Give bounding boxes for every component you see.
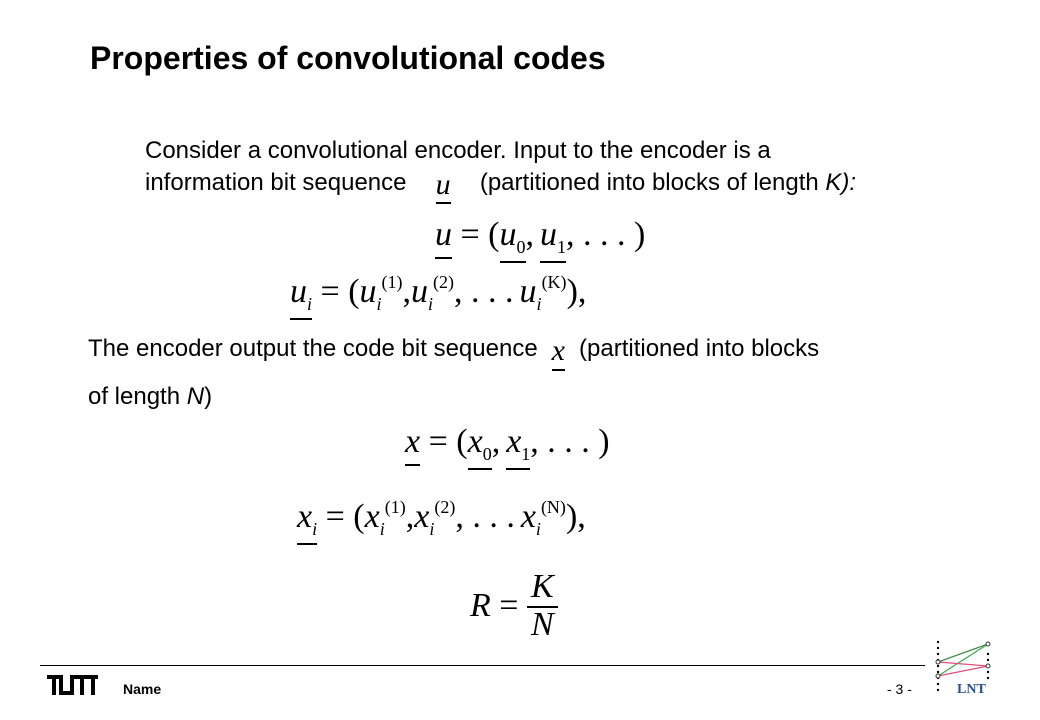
text-span: = ( — [428, 423, 468, 460]
inline-u-symbol — [413, 169, 473, 204]
text-span: , — [402, 273, 412, 310]
equation-x-sequence — [405, 425, 610, 470]
text-span: = ( — [325, 498, 365, 535]
x1-var: $x_1$ — [506, 425, 530, 470]
k-var: K — [825, 169, 842, 196]
numerator-k: K — [527, 570, 558, 608]
u-var: u — [436, 170, 451, 204]
text-span: , . . . — [454, 273, 514, 310]
u-var: u — [411, 273, 429, 310]
text-span: information bit sequence — [145, 169, 407, 196]
paragraph-input — [145, 135, 856, 204]
text-span: , — [491, 423, 501, 460]
paragraph-output-line2 — [88, 381, 819, 413]
x-var: x — [364, 498, 380, 535]
text-span: (partitioned into blocks of length — [479, 169, 826, 196]
sub-i: i — [429, 519, 435, 539]
u0-var: $u_0$ — [500, 218, 526, 263]
denominator-n: N — [530, 606, 554, 643]
sup-k: (K) — [541, 272, 567, 292]
text-span: , . . . — [455, 498, 515, 535]
text-span: , — [525, 216, 534, 253]
tum-logo-icon — [47, 675, 99, 697]
x-var: x — [405, 425, 420, 466]
paragraph-output-line1 — [88, 333, 819, 367]
sub-i: i — [376, 294, 382, 314]
inline-x-symbol — [544, 335, 572, 367]
equation-u-block — [290, 273, 586, 320]
text-span: of length — [88, 383, 187, 410]
equation-code-rate — [470, 570, 558, 642]
u-var: u — [435, 218, 452, 259]
text-span: ), — [565, 498, 586, 535]
sup-n: (N) — [540, 497, 566, 517]
page-number: - 3 - — [887, 681, 912, 697]
text-span: The encoder output the code bit sequence — [88, 335, 538, 362]
text-span: = — [499, 587, 519, 624]
sup-1: (1) — [384, 497, 406, 517]
u-var: u — [519, 273, 537, 310]
footer-divider — [40, 665, 925, 666]
paragraph-input-line1: Consider a convolutional encoder. Input to the encoder is a — [145, 137, 771, 164]
fraction-k-over-n — [527, 570, 558, 642]
text-span: (partitioned into blocks — [579, 335, 820, 362]
sup-2: (2) — [434, 497, 456, 517]
xi-var: $x_i$ — [297, 500, 317, 545]
text-span: , . . . ) — [530, 423, 610, 460]
text-span: , . . . ) — [566, 216, 646, 253]
text-span: , — [405, 498, 415, 535]
n-var: N — [186, 383, 205, 410]
equation-x-block — [297, 498, 586, 545]
footer-author-name: Name — [123, 681, 162, 697]
r-var: R — [470, 587, 491, 624]
x-var: x — [520, 498, 536, 535]
text-span: = ( — [460, 216, 500, 253]
text-span: ), — [566, 273, 587, 310]
equation-u-sequence — [435, 218, 645, 263]
sup-2: (2) — [433, 272, 455, 292]
x-var: x — [414, 498, 430, 535]
sup-1: (1) — [381, 272, 403, 292]
sub-i: i — [535, 519, 541, 539]
ui-var: $u_i$ — [290, 275, 312, 320]
u1-var: $u_1$ — [540, 218, 566, 263]
text-span: ) — [204, 383, 213, 410]
sub-i: i — [379, 519, 385, 539]
x-var: x — [552, 334, 565, 371]
text-span: = ( — [320, 273, 360, 310]
x0-var: $x_0$ — [468, 425, 492, 470]
slide-title: Properties of convolutional codes — [90, 40, 606, 76]
sub-i: i — [536, 294, 542, 314]
u-var: u — [359, 273, 377, 310]
paragraph-input-line2 — [145, 167, 856, 204]
text-span: ): — [841, 169, 857, 196]
paragraph-output — [88, 333, 819, 413]
lnt-logo-text: LNT — [957, 682, 986, 697]
sub-i: i — [428, 294, 434, 314]
